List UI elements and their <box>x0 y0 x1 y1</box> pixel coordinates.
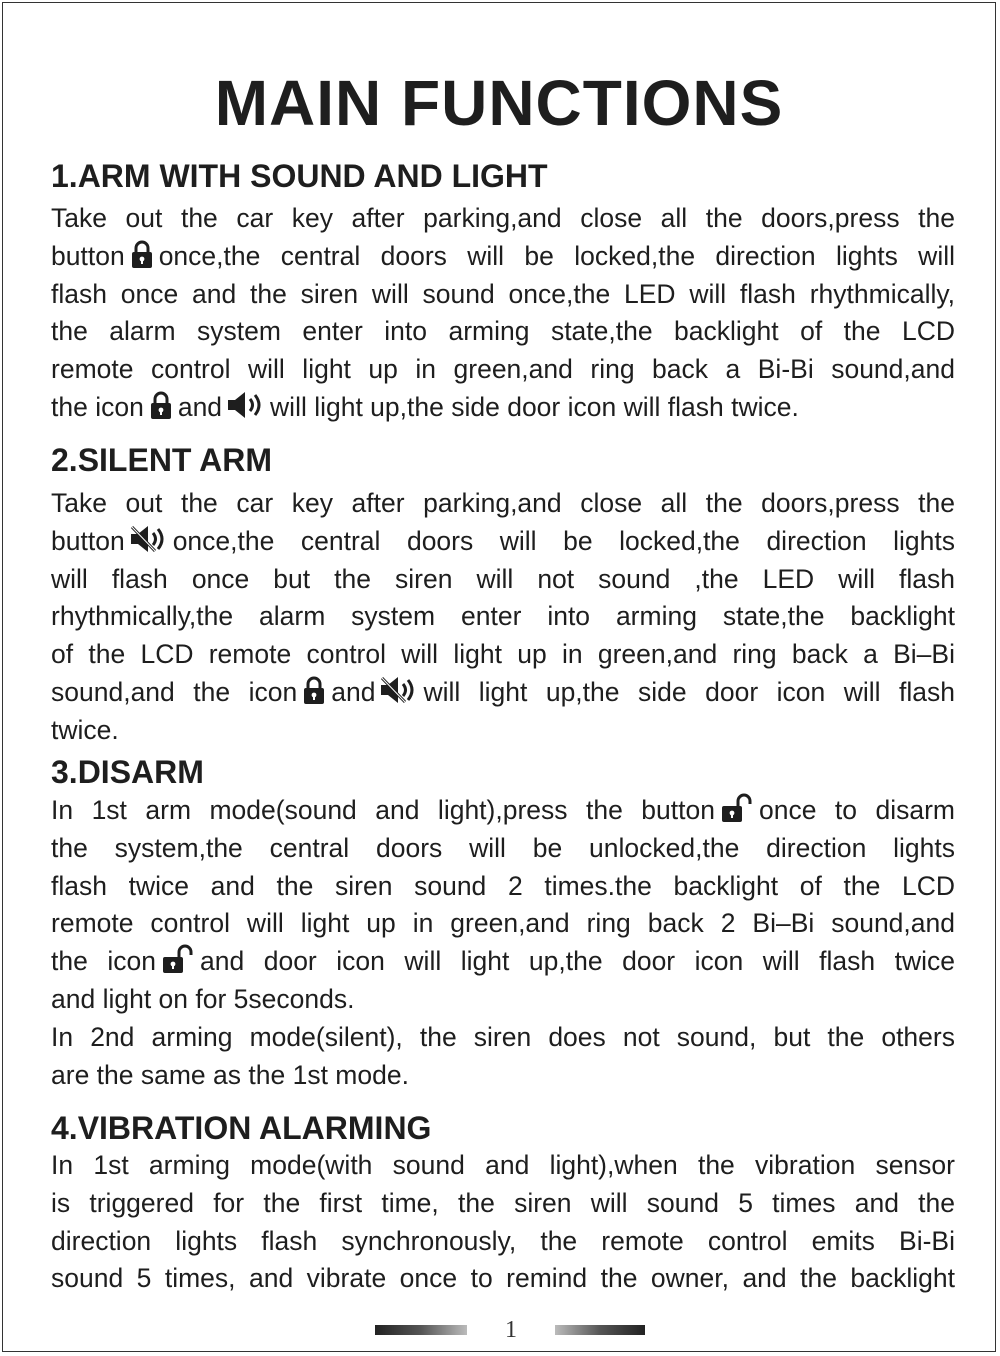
section-body-vibration-alarming <box>51 1147 955 1298</box>
text-span: remote control will light up in green,and ring back a Bi-Bi sound,and <box>51 354 955 385</box>
text-span: once,the central doors will be locked,the direction lights will <box>158 240 955 271</box>
section-body-disarm <box>51 792 955 1094</box>
text-line <box>51 868 955 906</box>
text-span: In 1st arm mode(sound and light),press the button <box>51 795 715 825</box>
text-span: the icon <box>51 946 156 977</box>
section-body-silent-arm <box>51 485 955 750</box>
text-span: the icon <box>51 391 144 422</box>
text-span: and <box>177 391 223 422</box>
text-span: the system,the central doors will be unlocked,the direction lights <box>51 832 955 863</box>
text-line <box>51 1223 955 1261</box>
text-span: of the LCD remote control will light up in green,and ring back a Bi–Bi <box>51 639 955 670</box>
section-body-arm-with-sound <box>51 200 955 427</box>
speaker-icon <box>226 390 266 420</box>
lock-icon <box>148 390 174 420</box>
text-span: button <box>51 525 125 556</box>
text-line <box>51 1019 955 1057</box>
text-line <box>51 943 955 981</box>
text-span: and light on for 5seconds. <box>51 983 355 1014</box>
page-number: 1 <box>505 1317 517 1343</box>
text-span: once,the central doors will be locked,the direction lights <box>172 525 955 556</box>
text-span: flash twice and the siren sound 2 times.the backlight of the LCD <box>51 870 955 901</box>
text-line <box>51 351 955 389</box>
text-span: direction lights flash synchronously, the remote control emits Bi-Bi <box>51 1225 955 1256</box>
text-line <box>51 200 955 238</box>
text-line <box>51 389 955 427</box>
text-line <box>51 712 955 750</box>
manual-page <box>2 2 996 1352</box>
footer-bar-right <box>555 1325 645 1335</box>
text-span: and <box>331 676 376 707</box>
unlock-icon <box>719 793 755 823</box>
text-line <box>51 1147 955 1185</box>
text-line <box>51 830 955 868</box>
text-span: flash once and the siren will sound once,the LED will flash rhythmically, <box>51 278 955 309</box>
text-span: the alarm system enter into arming state,the backlight of the LCD <box>51 316 955 347</box>
footer-bar-left <box>375 1325 467 1335</box>
section-heading-disarm: 3.DISARM <box>51 754 204 790</box>
text-line <box>51 1185 955 1223</box>
section-heading-arm-with-sound: 1.ARM WITH SOUND AND LIGHT <box>51 158 548 194</box>
lock-icon <box>129 239 155 269</box>
text-line <box>51 598 955 636</box>
text-span: are the same as the 1st mode. <box>51 1059 409 1090</box>
text-span: and door icon will light up,the door icon will flash twice <box>199 946 955 977</box>
text-span: Take out the car key after parking,and close all the doors,press the <box>51 488 955 518</box>
text-line <box>51 485 955 523</box>
text-span: In 2nd arming mode(silent), the siren does not sound, but the others <box>51 1021 955 1052</box>
text-span: sound,and the icon <box>51 676 298 707</box>
text-line <box>51 636 955 674</box>
text-span: sound 5 times, and vibrate once to remind the owner, and the backlight <box>51 1263 955 1294</box>
section-heading-vibration-alarming: 4.VIBRATION ALARMING <box>51 1110 432 1146</box>
text-line <box>51 1260 955 1298</box>
text-span: will light up,the side door icon will flash twice. <box>270 391 799 422</box>
mute-icon <box>379 675 419 705</box>
text-span: is triggered for the first time, the siren will sound 5 times and the <box>51 1187 955 1218</box>
text-span: twice. <box>51 714 119 745</box>
text-span: will light up,the side door icon will flash <box>423 676 955 707</box>
text-span: will flash once but the siren will not sound ,the LED will flash <box>51 563 955 594</box>
text-line <box>51 981 955 1019</box>
text-line <box>51 561 955 599</box>
text-span: remote control will light up in green,and ring back 2 Bi–Bi sound,and <box>51 908 955 939</box>
text-line <box>51 238 955 276</box>
text-span: button <box>51 240 125 271</box>
section-heading-silent-arm: 2.SILENT ARM <box>51 442 273 478</box>
page-footer <box>3 1315 995 1345</box>
text-line <box>51 276 955 314</box>
text-line <box>51 674 955 712</box>
text-line <box>51 905 955 943</box>
unlock-icon <box>160 944 196 974</box>
text-line <box>51 523 955 561</box>
text-line <box>51 1057 955 1095</box>
text-span: In 1st arming mode(with sound and light),when the vibration sensor <box>51 1150 955 1180</box>
text-span: once to disarm <box>758 795 955 825</box>
lock-icon <box>301 675 327 705</box>
text-line <box>51 313 955 351</box>
text-line <box>51 792 955 830</box>
mute-icon <box>129 524 169 554</box>
text-span: rhythmically,the alarm system enter into arming state,the backlight <box>51 601 955 632</box>
page-title: MAIN FUNCTIONS <box>214 67 784 139</box>
text-span: Take out the car key after parking,and close all the doors,press the <box>51 203 955 233</box>
